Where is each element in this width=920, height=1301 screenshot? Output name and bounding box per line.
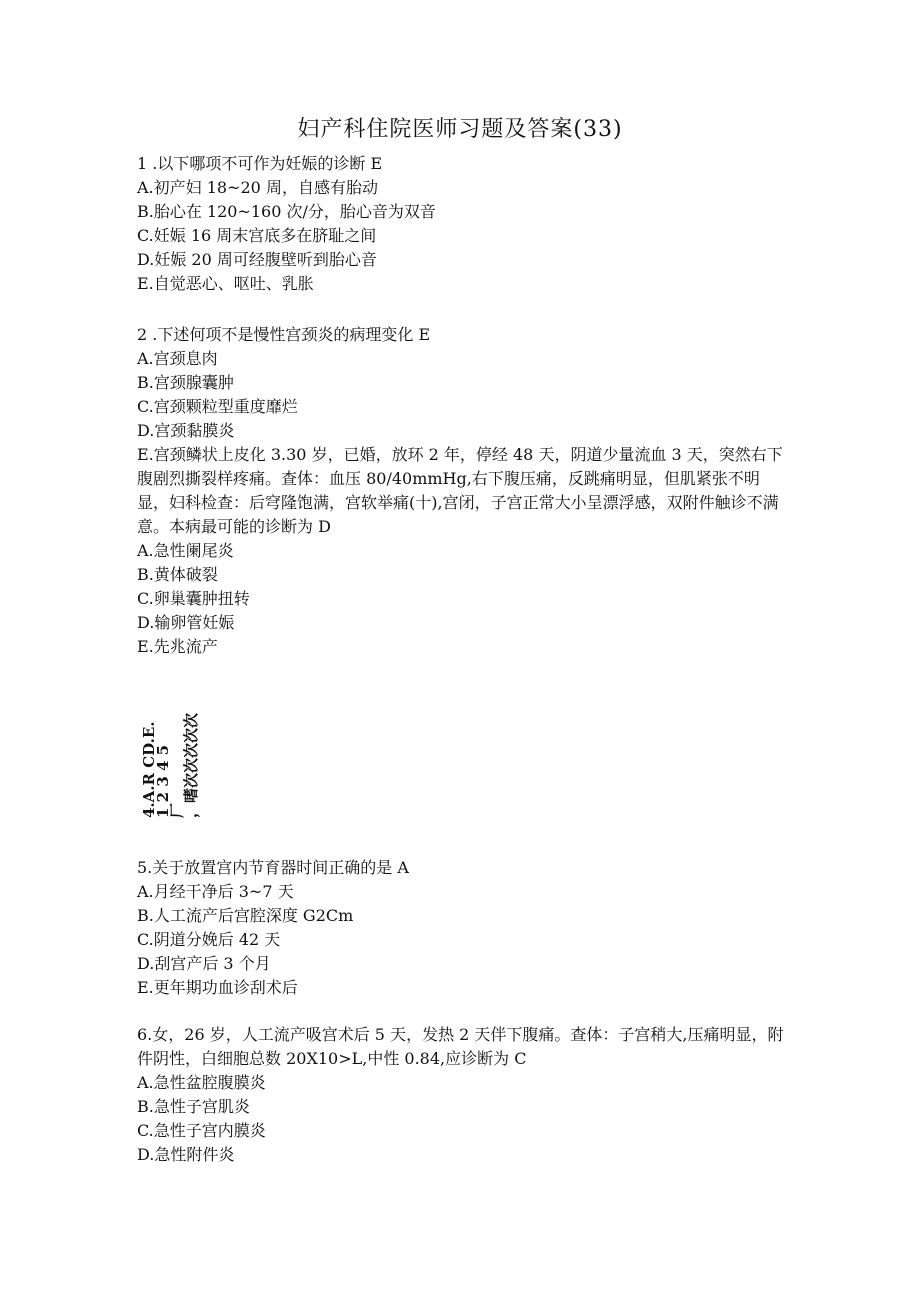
document-title: 妇产科住院医师习题及答案(33) <box>297 117 623 142</box>
question-5-stem: 5.关于放置宫内节育器时间正确的是 A <box>137 858 409 877</box>
question-2 <box>137 323 787 659</box>
question-1-option-c: C.妊娠 16 周末宫底多在脐耻之间 <box>137 226 377 245</box>
question-5-option-c: C.阴道分娩后 42 天 <box>137 930 281 949</box>
question-6-option-d: D.急性附件炎 <box>137 1145 235 1164</box>
question-6 <box>137 1023 787 1167</box>
question-1 <box>137 152 787 296</box>
question-6-option-c: C.急性子宫内膜炎 <box>137 1121 266 1140</box>
question-1-option-a: A.初产妇 18~20 周，自感有胎动 <box>137 178 378 197</box>
question-5-option-b: B.人工流产后宫腔深度 G2Cm <box>137 906 354 925</box>
question-3-option-a: A.急性阑尾炎 <box>137 541 234 560</box>
question-3-option-b: B.黄体破裂 <box>137 565 218 584</box>
question-1-option-d: D.妊娠 20 周可经腹壁听到胎心音 <box>137 250 377 269</box>
question-6-option-a: A.急性盆腔腹膜炎 <box>137 1073 266 1092</box>
question-6-stem: 6.女，26 岁，人工流产吸宫术后 5 天，发热 2 天伴下腹痛。查体：子宫稍大,压痛明显，附件阴性，白细胞总数 20X10>L,中性 0.84,应诊断为 C <box>137 1025 784 1068</box>
question-1-option-b: B.胎心在 120~160 次/分，胎心音为双音 <box>137 202 436 221</box>
question-2-option-d: D.宫颈黏膜炎 <box>137 421 235 440</box>
question-5-option-a: A.月经干净后 3~7 天 <box>137 882 294 901</box>
question-2-stem: 2 .下述何项不是慢性宫颈炎的病理变化 E <box>137 325 431 344</box>
question-3-option-d: D.输卵管妊娠 <box>137 613 235 632</box>
question-2-option-b: B.宫颈腺囊肿 <box>137 373 234 392</box>
rotated-line-1: 4.A.R CD.E. <box>140 721 158 818</box>
question-3-option-c: C.卵巢囊肿扭转 <box>137 589 250 608</box>
question-2-option-a: A.宫颈息肉 <box>137 349 218 368</box>
question-2-option-c: C.宫颈颗粒型重度靡烂 <box>137 397 298 416</box>
question-1-stem: 1 .以下哪项不可作为妊娠的诊断 E <box>137 154 383 173</box>
question-6-option-b: B.急性子宫肌炎 <box>137 1097 250 1116</box>
question-3-option-e: E.先兆流产 <box>137 637 218 656</box>
rotated-line-2: 1 2 3 4 5 <box>154 744 172 818</box>
rotated-question-4 <box>142 700 198 818</box>
question-5 <box>137 856 787 1000</box>
question-1-option-e: E.自觉恶心、呕吐、乳胀 <box>137 274 314 293</box>
rotated-line-4: ，嗜次次次次次 <box>182 712 200 818</box>
question-2-option-e-and-question-3-stem: E.宫颈鳞状上皮化 3.30 岁，已婚，放环 2 年，停经 48 天，阴道少量流血 3 天，突然右下腹剧烈撕裂样疼痛。查体：血压 80/40mmHg,右下腹压痛，反跳痛明显，但肌紧张不明显，妇科检查：后穹隆饱满，宫软举痛(十),宫闭，子宫正常大小呈漂浮感，双附件触诊不满意。本病最可能的诊断为 D <box>137 445 783 536</box>
question-5-option-e: E.更年期功血诊刮术后 <box>137 978 298 997</box>
rotated-line-3: 厂 <box>168 802 186 818</box>
question-5-option-d: D.刮宫产后 3 个月 <box>137 954 271 973</box>
